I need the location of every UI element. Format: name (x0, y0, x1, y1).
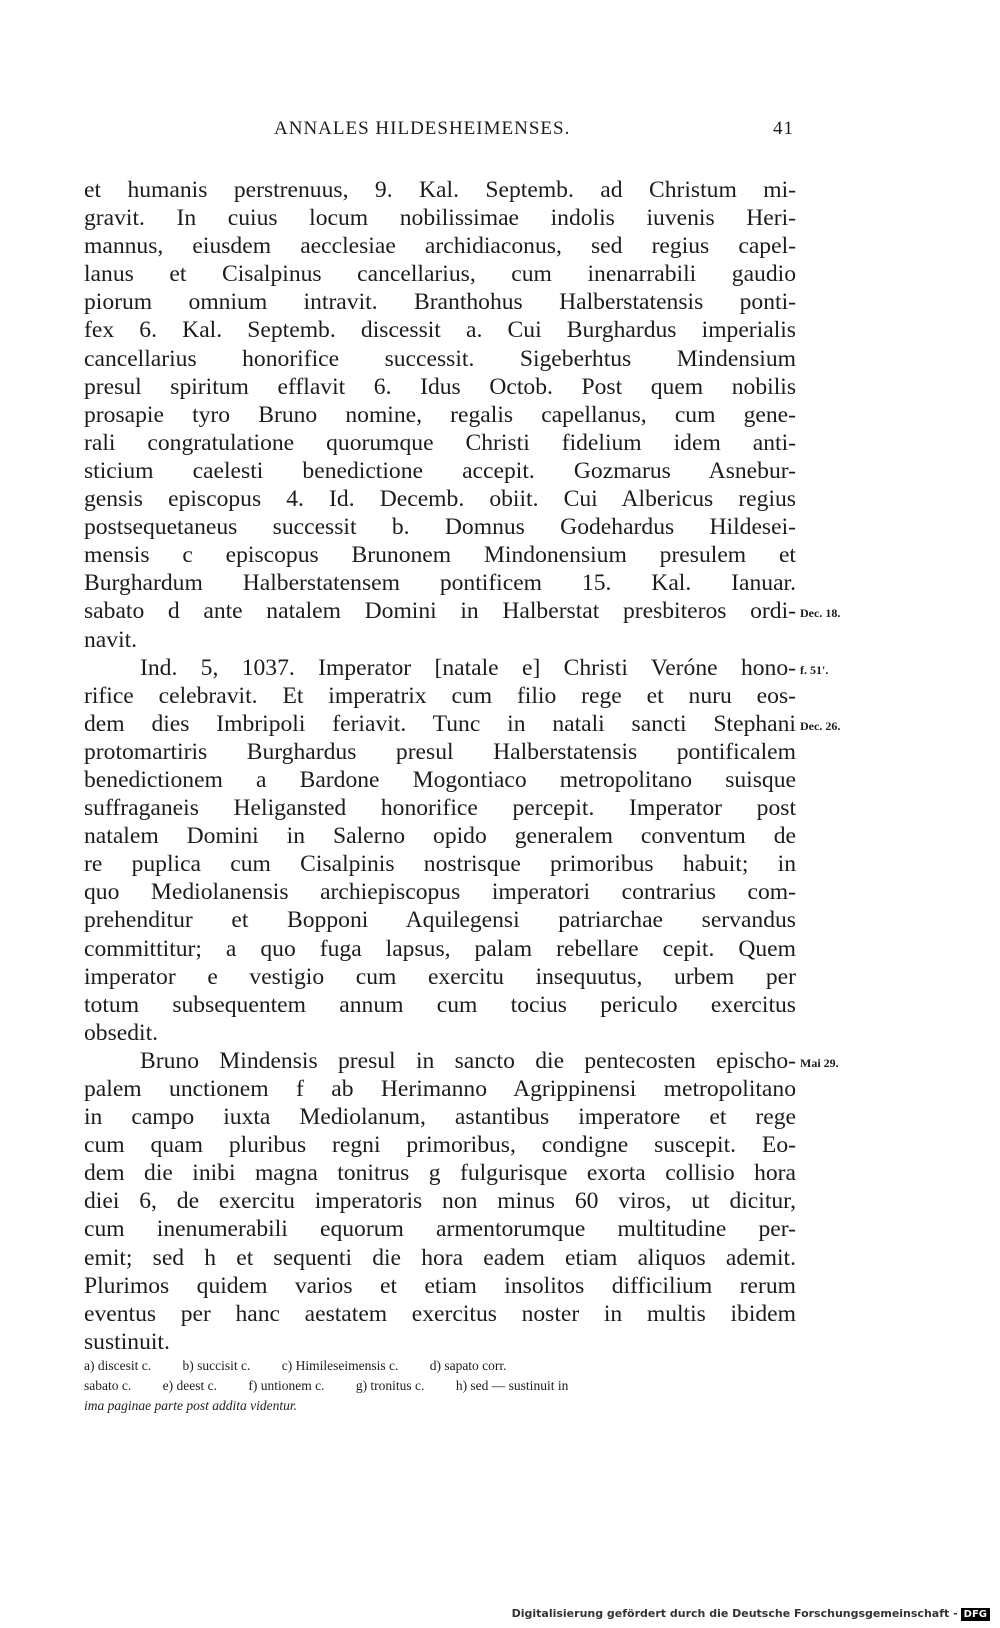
text-line: rali congratulatione quorumque Christi fidelium idem anti- (84, 429, 796, 456)
text-line: benedictionem a Bardone Mogontiaco metropolitano suisque (84, 766, 796, 793)
digitization-credit (512, 1607, 990, 1620)
footnote-line (84, 1356, 796, 1376)
text-line: obsedit. (84, 1019, 159, 1046)
text-line: in campo iuxta Mediolanum, astantibus imperatore et rege (84, 1104, 796, 1131)
text-line: palem unctionem f ab Herimanno Agrippinensi metropolitano (84, 1076, 796, 1102)
footnote: c) Himileseimensis c. (281, 1358, 399, 1373)
margin-note-dec18: Dec. 18. (800, 606, 841, 621)
text-line: Bruno Mindensis presul in sancto die pentecosten epischo- (140, 1047, 796, 1074)
text-line: postsequetaneus successit b. Domnus Godehardus Hildesei- (84, 514, 796, 541)
text-line-wrap (84, 710, 841, 738)
text-line: navit. (84, 626, 138, 653)
text-line: emit; sed h et sequenti die hora eadem etiam aliquos ademit. (84, 1244, 796, 1271)
footnote-line (84, 1376, 796, 1396)
text-line: et humanis perstrenuus, 9. Kal. Septemb. ad Christum mi- (84, 177, 796, 203)
text-line: re puplica cum Cisalpinis nostrisque primoribus habuit; in (84, 851, 796, 878)
text-line: diei 6, de exercitu imperatoris non minus 60 viros, ut dicitur, (84, 1188, 796, 1215)
footnote: a) discesit c. (84, 1358, 152, 1373)
text-line: rifice celebravit. Et imperatrix cum filio rege et nuru eos- (84, 682, 796, 709)
text-line: quo Mediolanensis archiepiscopus imperatori contrarius com- (84, 879, 796, 906)
text-line: natalem Domini in Salerno opido generalem conventum de (84, 823, 796, 850)
text-line: piorum omnium intravit. Branthohus Halberstatensis ponti- (84, 289, 796, 316)
text-line: fex 6. Kal. Septemb. discessit a. Cui Burghardus imperialis (84, 317, 796, 344)
footnote: sabato c. (84, 1378, 132, 1393)
text-line: dem die inibi magna tonitrus g fulgurisque exorta collisio hora (84, 1160, 796, 1187)
text-line: dem dies Imbripoli feriavit. Tunc in natali sancti Stephani (84, 710, 796, 737)
text-line: prosapie tyro Bruno nomine, regalis capellanus, cum gene- (84, 401, 796, 428)
footnote: b) succisit c. (182, 1358, 251, 1373)
text-line-wrap (84, 1047, 839, 1075)
main-text (84, 176, 841, 1356)
text-line: cancellarius honorifice successit. Sigeberhtus Mindensium (84, 345, 796, 372)
text-line: sabato d ante natalem Domini in Halberstat presbiteros ordi- (84, 598, 796, 625)
text-line: totum subsequentem annum cum tocius periculo exercitus (84, 991, 796, 1018)
text-line-wrap (84, 654, 829, 682)
margin-note-mai29: Mai 29. (800, 1055, 839, 1070)
text-line-wrap (84, 597, 841, 625)
text-line: imperator e vestigio cum exercitu insequutus, urbem per (84, 963, 796, 990)
text-line: suffraganeis Heligansted honorifice percepit. Imperator post (84, 795, 796, 822)
text-line: gensis episcopus 4. Id. Decemb. obiit. Cui Albericus regius (84, 486, 796, 513)
text-line: sticium caelesti benedictione accepit. Gozmarus Asnebur- (84, 457, 796, 484)
footnote: f) untionem c. (248, 1378, 325, 1393)
text-line: cum quam pluribus regni primoribus, condigne suscepit. Eo- (84, 1132, 796, 1159)
text-line: presul spiritum efflavit 6. Idus Octob. Post quem nobilis (84, 373, 796, 400)
footnote: g) tronitus c. (355, 1378, 425, 1393)
text-line: lanus et Cisalpinus cancellarius, cum inenarrabili gaudio (84, 261, 796, 288)
text-line: gravit. In cuius locum nobilissimae indolis iuvenis Heri- (84, 205, 796, 232)
text-line: mensis c episcopus Brunonem Mindonensium presulem et (84, 542, 796, 569)
text-line: protomartiris Burghardus presul Halberstatensis pontificalem (84, 738, 796, 765)
text-line: Ind. 5, 1037. Imperator [natale e] Christi Veróne hono- (140, 654, 796, 681)
text-line: prehenditur et Bopponi Aquilegensi patriarchae servandus (84, 907, 796, 934)
dfg-logo: DFG (961, 1608, 990, 1621)
text-line: sustinuit. (84, 1328, 170, 1355)
text-line: eventus per hanc aestatem exercitus noster in multis ibidem (84, 1300, 796, 1327)
margin-note-dec26: Dec. 26. (800, 718, 841, 733)
text-line: Burghardum Halberstatensem pontificem 15. Kal. Ianuar. (84, 570, 796, 597)
text-line: Plurimos quidem varios et etiam insolitos difficilium rerum (84, 1272, 796, 1299)
header-title: ANNALES HILDESHEIMENSES. (274, 118, 571, 139)
footnote: e) deest c. (162, 1378, 217, 1393)
text-line: committitur; a quo fuga lapsus, palam rebellare cepit. Quem (84, 935, 796, 962)
footnotes (84, 1356, 796, 1416)
footnote-line: ima paginae parte post addita videntur. (84, 1398, 297, 1413)
page-number: 41 (773, 118, 794, 139)
margin-note-f51: f. 51'. (800, 662, 829, 677)
text-line: mannus, eiusdem aecclesiae archidiaconus, sed regius capel- (84, 233, 796, 260)
credit-text: Digitalisierung gefördert durch die Deutsche Forschungsgemeinschaft - (511, 1607, 958, 1620)
text-line: cum inenumerabili equorum armentorumque multitudine per- (84, 1216, 796, 1243)
footnote: d) sapato corr. (429, 1358, 507, 1373)
footnote: h) sed — sustinuit in (455, 1378, 569, 1393)
